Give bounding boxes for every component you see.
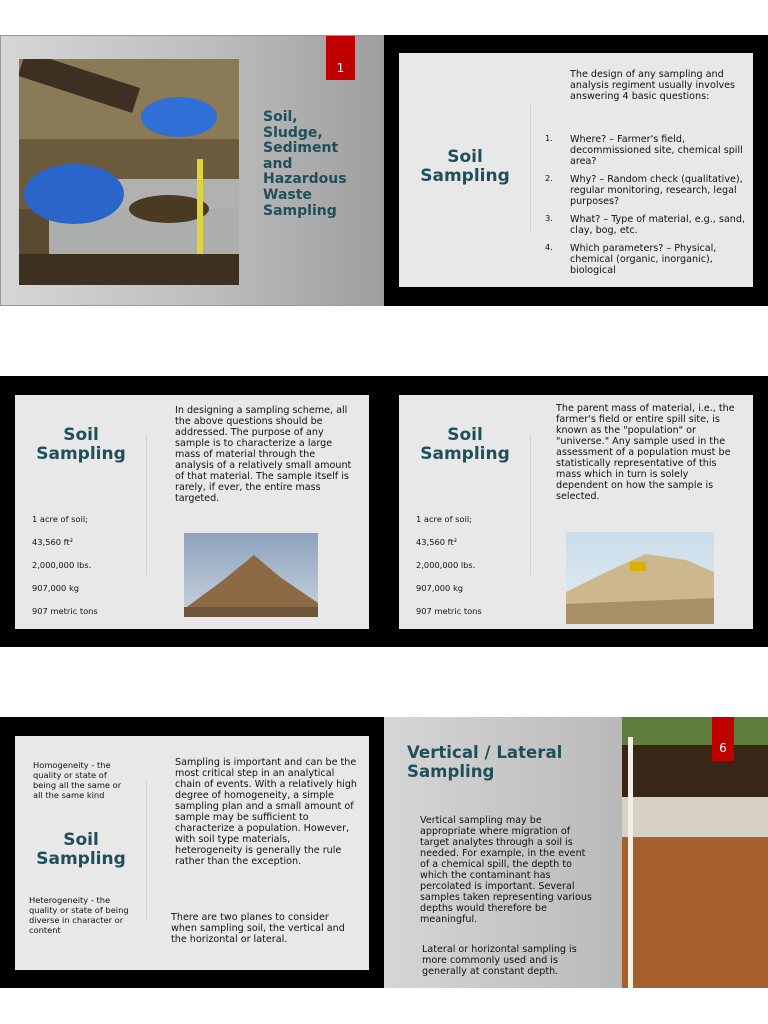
slide-3-title (23, 426, 139, 463)
slide-3 (0, 376, 384, 647)
slide-1-title (263, 110, 347, 219)
list-number: 4. (545, 242, 553, 253)
body-text: In designing a sampling scheme, all the above questions should be addressed. The purpose of any sample is to characterize a large mass of material through the analysis of a relatively small amount of that material. The sample itself is rarely, if ever, the entire mass targeted. (175, 405, 352, 505)
slide-5 (0, 717, 384, 988)
intro-text: The design of any sampling and analysis regiment usually involves answering 4 basic questions: (570, 69, 736, 103)
slide-2-title (407, 148, 523, 185)
divider (146, 781, 147, 921)
title-line: Soil (63, 425, 99, 445)
fact-item: 2,000,000 lbs. (416, 560, 476, 570)
fact-item: 907 metric tons (32, 606, 98, 616)
title-line: Waste (263, 186, 312, 203)
list-number: 3. (545, 213, 553, 224)
fact-item: 1 acre of soil; (416, 514, 472, 524)
homogeneity-definition: Homogeneity - the quality or state of being all the same or all the same kind (33, 760, 122, 800)
title-line: Sediment (263, 140, 339, 157)
heterogeneity-definition: Heterogeneity - the quality or state of being diverse in character or content (29, 895, 129, 935)
title-line: Sampling (420, 165, 510, 186)
lateral-sampling-text: Lateral or horizontal sampling is more commonly used and is generally at constant depth. (422, 944, 577, 978)
soil-sampling-photo (19, 59, 239, 285)
fact-item: 1 acre of soil; (32, 514, 88, 524)
slide-6-title (407, 743, 562, 781)
slide-2 (384, 35, 768, 306)
title-line: Sampling (36, 848, 126, 869)
slide-5-title (23, 831, 139, 868)
question-list (532, 134, 746, 283)
title-line: and (263, 155, 293, 172)
title-line: Soil (447, 147, 483, 167)
divider (146, 435, 147, 575)
list-number: 1. (545, 133, 553, 143)
slide-number-badge: 6 (712, 717, 734, 761)
list-text: Which parameters? – Physical, chemical (organic, inorganic), biological (570, 243, 717, 277)
fact-item: 2,000,000 lbs. (32, 560, 92, 570)
title-line: Vertical / Lateral (407, 743, 563, 762)
slide-4 (384, 376, 768, 647)
slide-6 (384, 717, 768, 988)
title-line: Soil (63, 830, 99, 850)
excavation-site-photo (566, 532, 714, 624)
list-item (532, 174, 746, 207)
slide-1 (0, 35, 384, 306)
title-line: Soil, (263, 109, 298, 125)
title-line: Sludge, (263, 124, 323, 141)
fact-item: 43,560 ft² (416, 537, 458, 547)
list-item (532, 214, 746, 236)
fact-item: 43,560 ft² (32, 537, 74, 547)
title-line: Hazardous (263, 171, 347, 188)
title-line: Soil (447, 425, 483, 445)
list-text: Where? – Farmer's field, decommissioned site, chemical spill area? (570, 134, 743, 168)
title-line: Sampling (36, 443, 126, 464)
slide-5-panel (15, 736, 369, 970)
fact-item: 907,000 kg (416, 583, 464, 593)
title-line: Sampling (420, 443, 510, 464)
soil-pile-photo (184, 533, 318, 617)
list-text: Why? – Random check (qualitative), regular monitoring, research, legal purposes? (570, 174, 743, 208)
slide-4-panel (399, 395, 753, 629)
soil-facts (416, 514, 482, 629)
fact-item: 907,000 kg (32, 583, 80, 593)
title-line: Sampling (407, 762, 495, 781)
list-number: 2. (545, 173, 553, 184)
body-text: Sampling is important and can be the most critical step in an analytical chain of events. With a relatively high degree of homogeneity, a simple sampling plan and a small amount of sample may be sufficient to characterize a population. However, with soil type materials, heterogeneity is generally the rule rather than the exception. (175, 757, 358, 868)
slide-3-panel (15, 395, 369, 629)
slide-2-panel (399, 53, 753, 287)
slide-4-title (407, 426, 523, 463)
list-text: What? – Type of material, e.g., sand, clay, bog, etc. (570, 214, 746, 237)
slide-number-badge: 1 (326, 36, 355, 80)
fact-item: 907 metric tons (416, 606, 482, 616)
title-line: Sampling (263, 202, 337, 219)
divider (530, 103, 531, 233)
soil-facts (32, 514, 98, 629)
list-item (532, 134, 746, 167)
divider (530, 435, 531, 575)
vertical-sampling-text: Vertical sampling may be appropriate where migration of target analytes through a soil is needed. For example, in the event of a chemical spill, the depth to which the contaminant has percolated is important. Several samples taken representing various depths would therefore be meaningful. (420, 815, 592, 926)
body-text: The parent mass of material, i.e., the farmer's field or entire spill site, is known as the "population" or "universe." Any sample used in the assessment of a population must be statistically representative of this mass which in turn is solely dependent on how the sample is selected. (556, 403, 735, 503)
list-item (532, 243, 746, 276)
body-text-planes: There are two planes to consider when sampling soil, the vertical and the horizontal or lateral. (171, 912, 345, 946)
soil-profile-photo (622, 717, 768, 988)
